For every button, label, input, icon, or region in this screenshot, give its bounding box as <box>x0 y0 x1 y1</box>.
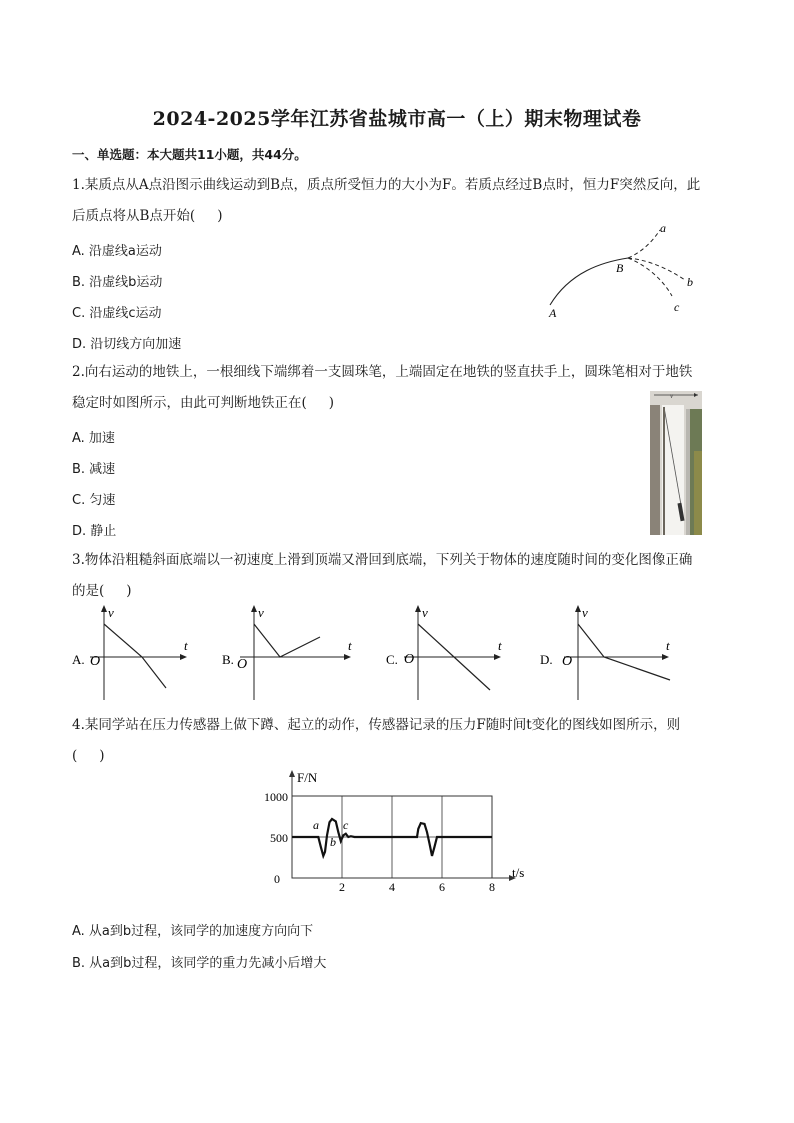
axis-t-label: t <box>498 638 502 653</box>
q2-option-b: B. 减速 <box>72 462 116 477</box>
origin-label: O <box>562 654 573 669</box>
q3-option-a-letter: A. <box>72 652 85 667</box>
q3-option-d-graph <box>540 605 670 700</box>
q4-stem-line1: 4.某同学站在压力传感器上做下蹲、起立的动作，传感器记录的压力F随时间t变化的图线如图所示，则 <box>72 717 681 733</box>
chart-y-axis-arrowhead <box>289 770 295 777</box>
q1-option-c: C. 沿虚线c运动 <box>72 306 162 321</box>
label-path-c: c <box>674 300 680 314</box>
q1-option-b: B. 沿虚线b运动 <box>72 275 163 290</box>
label-point-a: A <box>549 306 557 320</box>
q3-option-b-letter: B. <box>222 652 234 667</box>
q3-vt-options <box>0 600 794 710</box>
q3-stem-line1: 3.物体沿粗糙斜面底端以一初速度上滑到顶端又滑回到底端，下列关于物体的速度随时间的变化图像正确 <box>72 552 693 568</box>
axis-v-label: v <box>258 605 264 620</box>
q1-stem-line2: 后质点将从B点开始( ) <box>72 208 223 224</box>
q4-option-b: B. 从a到b过程，该同学的重力先减小后增大 <box>72 956 327 971</box>
chart-xtick-label: 8 <box>489 880 495 891</box>
chart-xtick-label: 4 <box>389 880 395 891</box>
dashed-path-b <box>628 258 685 280</box>
axis-t-label: t <box>348 638 352 653</box>
q3-stem-line2: 的是( ) <box>72 583 132 599</box>
q2-stem-line1: 2.向右运动的地铁上，一根细线下端绑着一支圆珠笔，上端固定在地铁的竖直扶手上，圆珠笔相对于地铁 <box>72 364 693 380</box>
chart-ytick-label: 1000 <box>264 790 288 804</box>
q2-option-c: C. 匀速 <box>72 493 116 508</box>
axis-v-label: v <box>422 605 428 620</box>
chart-grid <box>289 770 516 881</box>
chart-ylabel: F/N <box>297 770 318 785</box>
section-heading: 一、单选题：本大题共11小题，共44分。 <box>72 147 307 162</box>
q3-option-d-letter: D. <box>540 652 553 667</box>
q1-trajectory-figure <box>540 220 715 322</box>
q3-option-b-graph <box>222 605 352 700</box>
q2-stem-line2: 稳定时如图所示，由此可判断地铁正在( ) <box>72 395 335 411</box>
velocity-label: v <box>670 392 674 400</box>
chart-ticks <box>264 790 495 891</box>
dashed-path-c <box>628 258 672 296</box>
photo-drawing <box>650 391 702 535</box>
axis-v-label: v <box>108 605 114 620</box>
q2-option-d: D. 静止 <box>72 524 117 539</box>
axis-v-label: v <box>582 605 588 620</box>
axis-t-label: t <box>666 638 670 653</box>
chart-point-label-c: c <box>343 818 349 832</box>
origin-label: O <box>90 654 101 669</box>
chart-ytick-label: 0 <box>274 872 280 886</box>
origin-label: O <box>237 657 248 672</box>
q3-option-c-letter: C. <box>386 652 398 667</box>
axis-t-label: t <box>184 638 188 653</box>
subway-handrail-photo <box>650 391 702 535</box>
q1-option-a: A. 沿虚线a运动 <box>72 244 162 259</box>
label-point-b: B <box>616 261 624 275</box>
label-path-a: a <box>660 221 666 235</box>
q3-option-c-graph <box>386 605 502 700</box>
chart-point-label-b: b <box>330 835 336 849</box>
chart-ytick-label: 500 <box>270 831 288 845</box>
q4-option-a: A. 从a到b过程，该同学的加速度方向向下 <box>72 924 314 939</box>
q2-option-a: A. 加速 <box>72 431 115 446</box>
chart-point-label-a: a <box>313 818 319 832</box>
chart-xtick-label: 2 <box>339 880 345 891</box>
q3-option-a-graph <box>72 605 188 700</box>
dashed-path-a <box>628 230 660 258</box>
chart-xtick-label: 6 <box>439 880 445 891</box>
label-path-b: b <box>687 275 693 289</box>
origin-label: O <box>404 652 415 667</box>
q1-option-d: D. 沿切线方向加速 <box>72 337 182 352</box>
page-title: 2024-2025学年江苏省盐城市高一（上）期末物理试卷 <box>152 108 642 130</box>
chart-xlabel: t/s <box>512 865 525 880</box>
q1-stem-line1: 1.某质点从A点沿图示曲线运动到B点，质点所受恒力的大小为F。若质点经过B点时，恒力F突然反向，此 <box>72 177 701 193</box>
q4-stem-line2: ( ) <box>72 748 105 764</box>
q4-force-time-chart <box>250 766 540 891</box>
